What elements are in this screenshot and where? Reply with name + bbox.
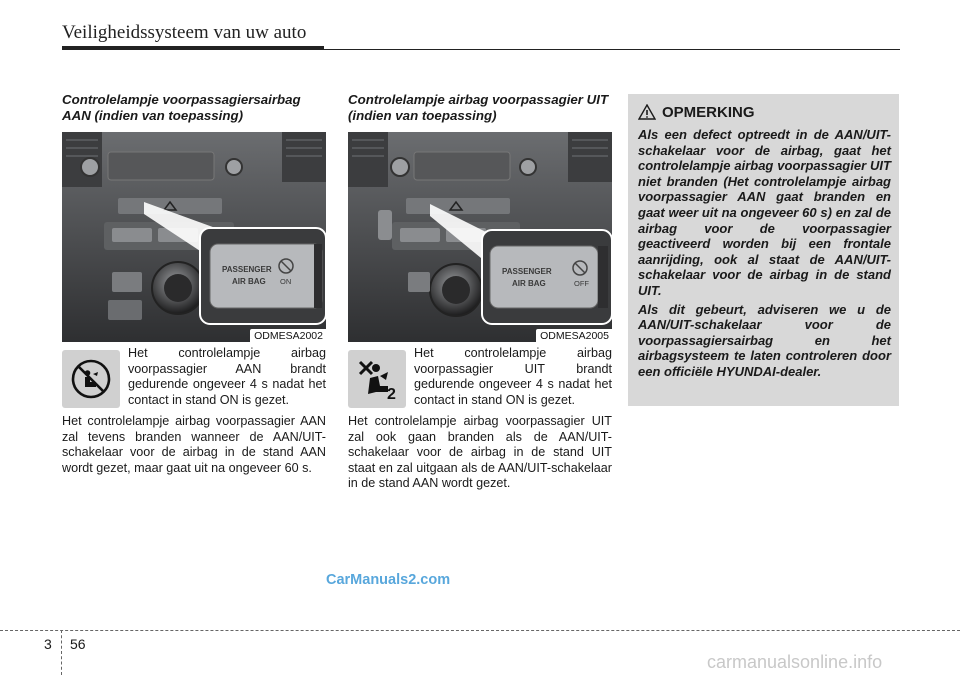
image-code: ODMESA2002 bbox=[250, 329, 326, 342]
page-number: 56 bbox=[70, 636, 86, 652]
note-header bbox=[638, 100, 891, 124]
dashboard-illustration-off bbox=[348, 132, 612, 342]
icon-digit: 2 bbox=[387, 386, 396, 402]
icon-box-off bbox=[348, 350, 406, 408]
note-title: OPMERKING bbox=[662, 103, 755, 121]
note-box bbox=[628, 94, 899, 406]
middle-warning-text: Het controlelampje airbag voorpassagier UIT brandt gedurende ongeveer 4 s nadat het contact in stand ON is gezet. bbox=[414, 346, 612, 407]
button-state-text-off: OFF bbox=[574, 279, 589, 288]
left-section bbox=[62, 92, 326, 476]
image-code-off: ODMESA2005 bbox=[536, 329, 612, 342]
dashboard-illustration-on bbox=[62, 132, 326, 342]
left-section-title: Controlelampje voorpassagiersairbag AAN (indien van toepassing) bbox=[62, 92, 301, 123]
dashboard-photo-on bbox=[62, 132, 326, 342]
note-paragraph-1: Als een defect optreedt in de AAN/UIT-schakelaar voor de airbag, gaat het controlelampje airbag voorpassagier UIT niet branden (Het controlelampje airbag voorpassagier AAN gaat branden en gaat weer uit na ongeveer 60 s) en zal de airbag voor de voorpassagier geactiveerd worden bij een frontale aanrijding, ook al staat de AAN/UIT-schakelaar voor de airbag in de stand UIT. bbox=[638, 127, 891, 298]
footer-dashed-divider bbox=[61, 630, 62, 675]
middle-section bbox=[348, 92, 612, 492]
footer-dashed-rule bbox=[0, 630, 960, 631]
passenger-airbag-off-icon bbox=[354, 356, 400, 402]
left-warning-text: Het controlelampje airbag voorpassagier AAN brandt gedurende ongeveer 4 s nadat het contact in stand ON is gezet. bbox=[128, 346, 326, 407]
button-text-line2: AIR BAG bbox=[232, 277, 266, 286]
site-watermark: carmanualsonline.info bbox=[707, 652, 883, 672]
warning-row-off bbox=[348, 346, 612, 410]
chapter-number: 3 bbox=[44, 636, 52, 652]
button-text-line2-off: AIR BAG bbox=[512, 279, 546, 288]
warning-triangle-icon bbox=[638, 104, 656, 120]
middle-paragraph: Het controlelampje airbag voorpassagier UIT zal ook gaan branden als de AAN/UIT-schakelaar voor de airbag in de stand UIT staat en zal uitgaan als de AAN/UIT-schakelaar in de stand AAN wordt gezet. bbox=[348, 414, 612, 491]
page-header-title: Veiligheidssysteem van uw auto bbox=[62, 22, 307, 43]
button-text-line1: PASSENGER bbox=[222, 265, 272, 274]
middle-section-title: Controlelampje airbag voorpassagier UIT (indien van toepassing) bbox=[348, 92, 609, 123]
left-paragraph: Het controlelampje airbag voorpassagier AAN zal tevens branden wanneer de AAN/UIT-schakelaar voor de airbag in de stand AAN wordt gezet, maar gaat uit na ongeveer 60 s. bbox=[62, 414, 326, 475]
icon-box bbox=[62, 350, 120, 408]
dashboard-photo-off bbox=[348, 132, 612, 342]
note-paragraph-2: Als dit gebeurt, adviseren we u de AAN/UIT-schakelaar voor de voorpassagiersairbag en het airbagsysteem te laten controleren door een officiële HYUNDAI-dealer. bbox=[638, 301, 891, 379]
button-state-text: ON bbox=[280, 277, 292, 286]
header-rule-thin bbox=[62, 49, 900, 50]
button-text-line1-off: PASSENGER bbox=[502, 267, 552, 276]
watermark-link[interactable]: CarManuals2.com bbox=[326, 572, 451, 588]
passenger-airbag-on-icon bbox=[69, 357, 113, 401]
warning-row bbox=[62, 346, 326, 410]
